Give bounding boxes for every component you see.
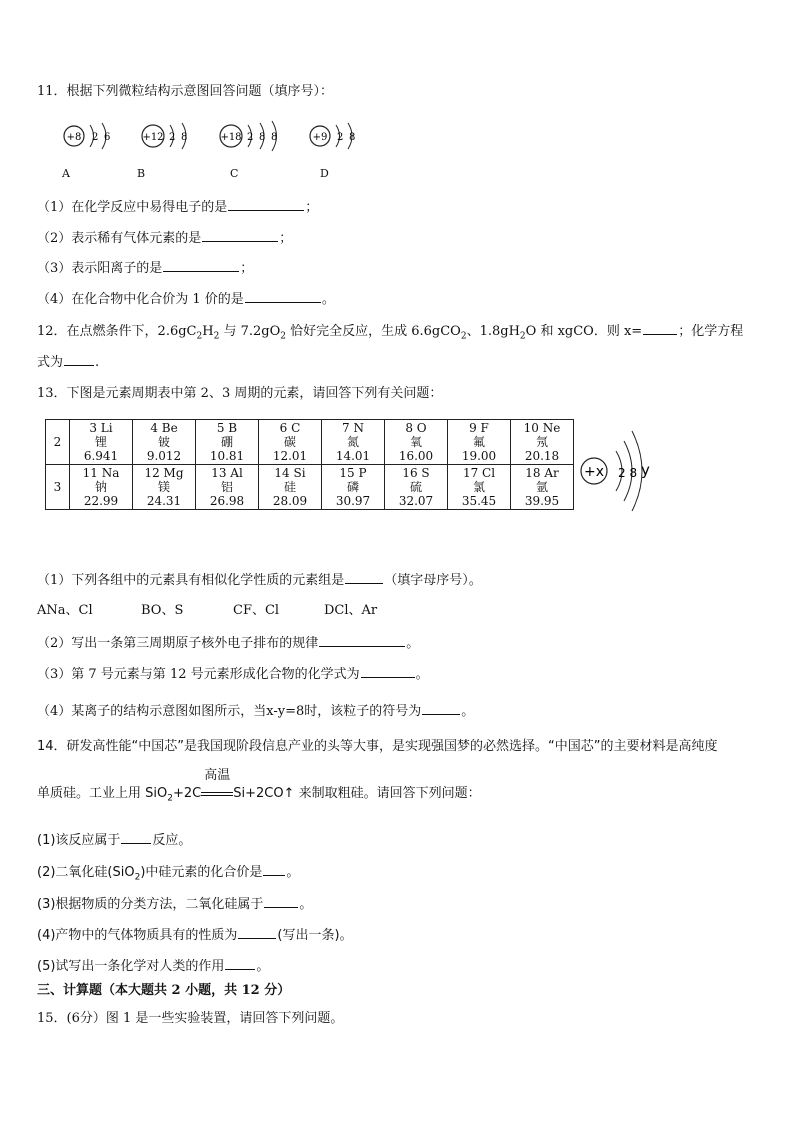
q14-s1: (1)该反应属于 反应。	[37, 833, 192, 848]
element-cell: 3 Li 锂 6.941	[70, 420, 133, 465]
shell-a-1: 2	[92, 132, 99, 143]
q14-line2: 单质硅。工业上用 SiO$_2$+2C 高温 Si+2CO↑ 来制取粗硅。请回答下列问题：	[37, 768, 481, 804]
ion-structure-diagram	[578, 425, 668, 519]
q12-line1: 12．在点燃条件下，$2.6gC_2H_2$ 与 $7.2gO_2$ 恰好完全反应，生成 6.6gCO$_2$、$1.8gH_2O$ 和 xgCO．则 x= ；化学方程	[37, 324, 744, 342]
shell-d-1: 2	[337, 132, 344, 143]
section-heading: 三、计算题（本大题共 2 小题，共 12 分）	[37, 983, 291, 998]
option-a: ANa、Cl	[37, 603, 93, 618]
answer-blank-q13-1[interactable]	[345, 571, 383, 584]
answer-blank-q13-4[interactable]	[422, 702, 460, 715]
atom-label-c: C	[230, 167, 239, 180]
answer-blank-q14-4[interactable]	[238, 926, 276, 939]
atom-diagram-d	[308, 120, 378, 164]
element-cell: 13 Al 铝 26.98	[196, 465, 259, 510]
element-cell: 17 Cl 氯 35.45	[448, 465, 511, 510]
period-3-row	[46, 465, 574, 510]
q12-line2: 式为 .	[37, 355, 100, 370]
element-cell: 18 Ar 氩 39.95	[511, 465, 574, 510]
answer-blank-q11-3[interactable]	[163, 259, 239, 272]
element-cell: 7 N 氮 14.01	[322, 420, 385, 465]
atom-diagram-b	[140, 120, 210, 164]
q14-line1: 14．研发高性能“中国芯”是我国现阶段信息产业的头等大事，是实现强国梦的必然选择。“中国芯”的主要材料是高纯度	[37, 739, 718, 754]
q14-s5: (5)试写出一条化学对人类的作用 。	[37, 959, 270, 974]
reaction-condition: 高温	[201, 785, 233, 803]
periodic-table	[45, 419, 574, 510]
ion-outer-electrons: y	[641, 461, 650, 479]
period-number: 3	[46, 465, 70, 510]
shell-c-1: 2	[247, 132, 254, 143]
option-d: DCl、Ar	[324, 603, 378, 618]
atom-label-a: A	[62, 167, 70, 180]
shell-b-2: 8	[181, 132, 188, 143]
shell-b-1: 2	[169, 132, 176, 143]
answer-blank-q14-3[interactable]	[264, 895, 298, 908]
q14-s4: (4)产物中的气体物质具有的性质为 (写出一条)。	[37, 928, 353, 943]
element-cell: 10 Ne 氖 20.18	[511, 420, 574, 465]
period-number: 2	[46, 420, 70, 465]
answer-blank-q11-4[interactable]	[245, 290, 321, 303]
answer-blank-q14-5[interactable]	[225, 957, 255, 970]
option-b: BO、S	[141, 603, 184, 618]
answer-blank-q12-equation[interactable]	[64, 353, 94, 366]
element-cell: 8 O 氧 16.00	[385, 420, 448, 465]
q14-s3: (3)根据物质的分类方法，二氧化硅属于 。	[37, 897, 313, 912]
element-cell: 11 Na 钠 22.99	[70, 465, 133, 510]
q13-sub1: （1）下列各组中的元素具有相似化学性质的元素组是 （填字母序号）。	[37, 573, 482, 588]
element-cell: 5 B 硼 10.81	[196, 420, 259, 465]
q11-sub4: （4）在化合物中化合价为 1 价的是 。	[37, 292, 335, 307]
atom-label-b: B	[137, 167, 146, 180]
nucleus-a: +8	[66, 132, 82, 143]
answer-blank-q13-3[interactable]	[361, 665, 415, 678]
nucleus-b: +12	[142, 132, 164, 143]
answer-blank-q14-1[interactable]	[121, 831, 151, 844]
q11-sub1: （1）在化学反应中易得电子的是 ；	[37, 200, 319, 215]
q11-sub2: （2）表示稀有气体元素的是 ；	[37, 231, 293, 246]
atom-diagram-c	[218, 120, 298, 164]
q13-sub2: （2）写出一条第三周期原子核外电子排布的规律 。	[37, 636, 420, 651]
q11-stem: 11．根据下列微粒结构示意图回答问题（填序号）：	[37, 84, 334, 99]
q15-stem: 15．(6分）图 1 是一些实验装置，请回答下列问题。	[37, 1011, 344, 1026]
element-cell: 14 Si 硅 28.09	[259, 465, 322, 510]
q11-sub3: （3）表示阳离子的是 ；	[37, 261, 254, 276]
element-cell: 6 C 碳 12.01	[259, 420, 322, 465]
shell-c-3: 8	[271, 132, 278, 143]
ion-shells: 2 8	[618, 466, 638, 480]
answer-blank-q13-2[interactable]	[319, 634, 405, 647]
nucleus-d: +9	[312, 132, 328, 143]
option-c: CF、Cl	[233, 603, 280, 618]
period-2-row	[46, 420, 574, 465]
shell-d-2: 8	[349, 132, 356, 143]
element-cell: 4 Be 铍 9.012	[133, 420, 196, 465]
element-cell: 9 F 氟 19.00	[448, 420, 511, 465]
element-cell: 12 Mg 镁 24.31	[133, 465, 196, 510]
answer-blank-q11-1[interactable]	[228, 198, 304, 211]
answer-blank-q14-2[interactable]	[263, 863, 285, 876]
atom-diagram-a	[62, 120, 132, 164]
shell-a-2: 6	[104, 132, 111, 143]
nucleus-c: +18	[220, 132, 242, 143]
shell-c-2: 8	[259, 132, 266, 143]
q13-stem: 13．下图是元素周期表中第 2、3 周期的元素，请回答下列有关问题：	[37, 386, 443, 401]
q13-sub3: （3）第 7 号元素与第 12 号元素形成化合物的化学式为 。	[37, 667, 429, 682]
element-cell: 15 P 磷 30.97	[322, 465, 385, 510]
element-cell: 16 S 硫 32.07	[385, 465, 448, 510]
atom-label-d: D	[320, 167, 329, 180]
q14-s2: (2)二氧化硅(SiO$_2$)中硅元素的化合价是 。	[37, 865, 300, 883]
ion-nucleus: +x	[583, 464, 605, 480]
answer-blank-q11-2[interactable]	[202, 229, 278, 242]
q13-sub4: （4）某离子的结构示意图如图所示，当x-y=8时，该粒子的符号为 。	[37, 704, 475, 719]
answer-blank-q12-x[interactable]	[643, 322, 677, 335]
